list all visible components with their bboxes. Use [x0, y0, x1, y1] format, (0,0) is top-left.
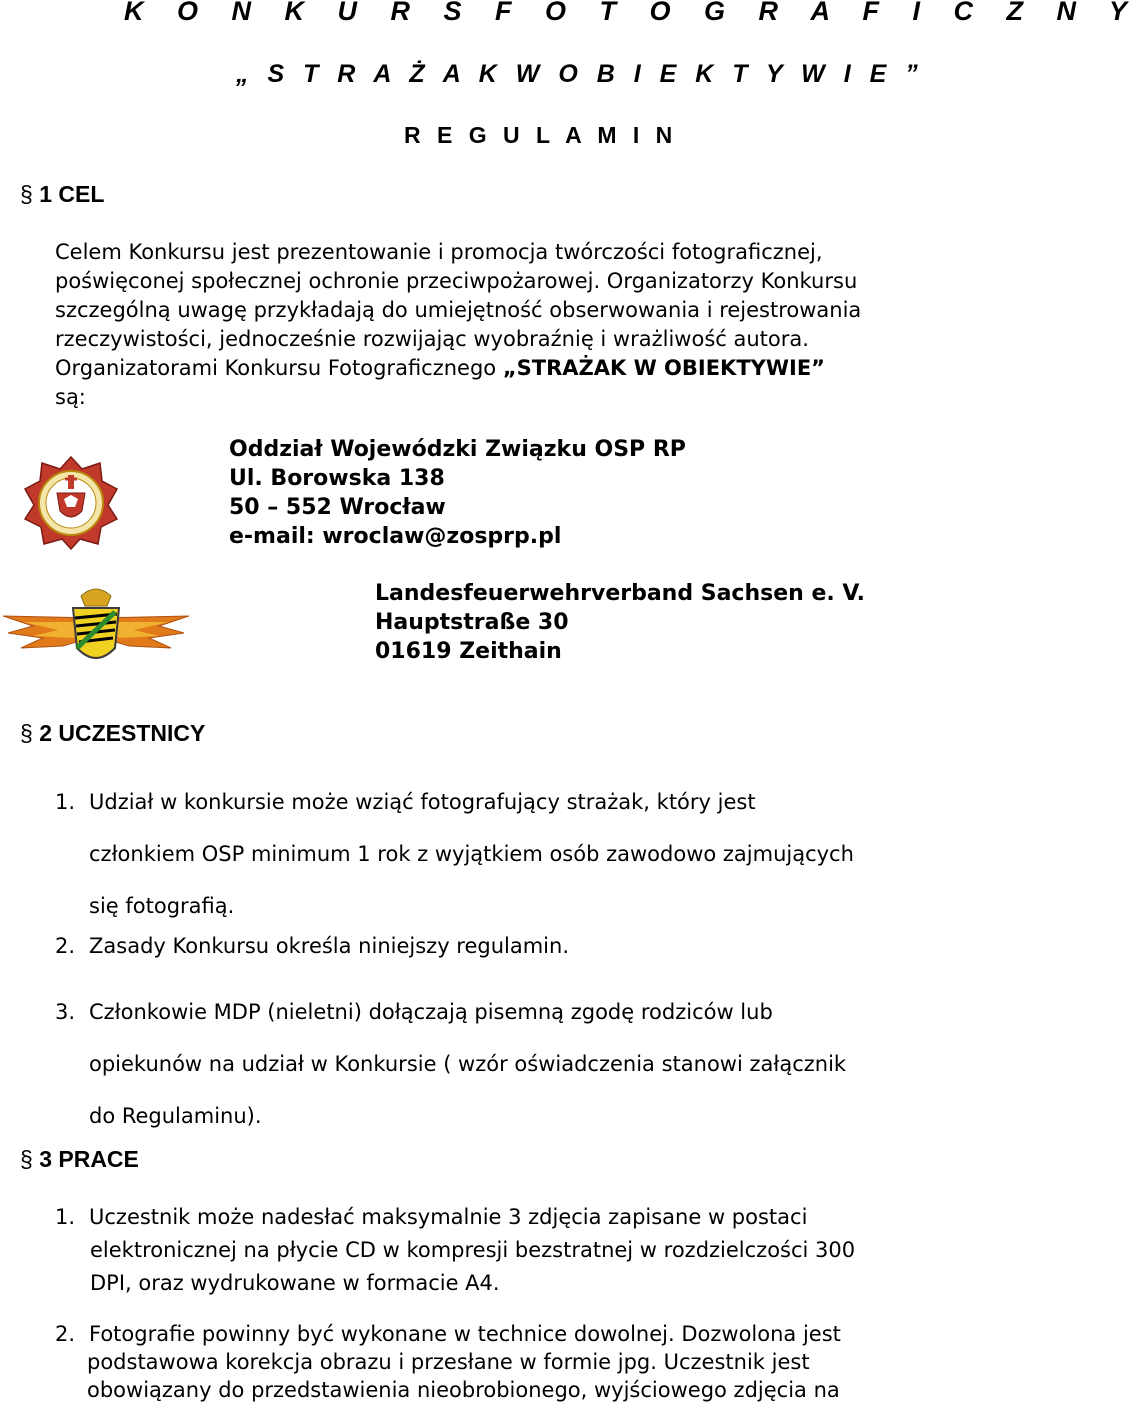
- section-2-title: 2 UCZESTNICY: [39, 720, 206, 746]
- text-line: szczególną uwagę przykładają do umiejętność obserwowania i rejestrowania: [55, 298, 862, 322]
- organizer-1-name: Oddział Wojewódzki Związku OSP RP: [229, 437, 686, 462]
- text-line: Celem Konkursu jest prezentowanie i promocja twórczości fotograficznej,: [55, 240, 823, 264]
- item-line: podstawowa korekcja obrazu i przesłane w formie jpg. Uczestnik jest: [87, 1350, 810, 1374]
- paragraph-symbol: §: [20, 720, 33, 746]
- item-line: elektronicznej na płycie CD w kompresji bezstratnej w rozdzielczości 300: [90, 1238, 856, 1262]
- item-number: 1.: [55, 790, 76, 814]
- organizer-2-address: [375, 579, 865, 666]
- organizer-1-street: Ul. Borowska 138: [229, 466, 445, 491]
- section-1-title: 1 CEL: [39, 181, 105, 207]
- section-3-title: 3 PRACE: [39, 1146, 139, 1172]
- item-line: się fotografią.: [89, 894, 235, 918]
- item-number: 2.: [55, 934, 76, 958]
- paragraph-symbol: §: [20, 181, 33, 207]
- item-line: Fotografie powinny być wykonane w technice dowolnej. Dozwolona jest: [89, 1322, 841, 1346]
- organizer-2-city: 01619 Zeithain: [375, 639, 562, 664]
- section-1-text: [55, 238, 861, 412]
- organizers-prefix: Organizatorami Konkursu Fotograficznego: [55, 356, 503, 380]
- section-2-item-3: [55, 986, 846, 1142]
- organizer-1-email[interactable]: e-mail: wroclaw@zosprp.pl: [229, 524, 562, 549]
- item-number: 2.: [55, 1322, 76, 1346]
- regulations-heading: R E G U L A M I N: [404, 122, 678, 148]
- section-2-heading: [20, 720, 205, 747]
- item-line: do Regulaminu).: [89, 1104, 262, 1128]
- section-1-heading: [20, 181, 104, 208]
- item-line: opiekunów na udział w Konkursie ( wzór oświadczenia stanowi załącznik: [89, 1052, 847, 1076]
- text-line: poświęconej społecznej ochronie przeciwpożarowej. Organizatorzy Konkursu: [55, 269, 858, 293]
- section-2-item-2: [55, 934, 570, 958]
- item-line: członkiem OSP minimum 1 rok z wyjątkiem osób zawodowo zajmujących: [89, 842, 854, 866]
- item-line: DPI, oraz wydrukowane w formacie A4.: [90, 1271, 500, 1295]
- text-line: rzeczywistości, jednocześnie rozwijając wyobraźnię i wrażliwość autora.: [55, 327, 809, 351]
- osp-emblem-logo: [22, 455, 120, 550]
- item-line: Uczestnik może nadesłać maksymalnie 3 zdjęcia zapisane w postaci: [89, 1205, 808, 1229]
- item-line: Członkowie MDP (nieletni) dołączają pisemną zgodę rodziców lub: [89, 1000, 773, 1024]
- item-line: obowiązany do przedstawienia nieobrobionego, wyjściowego zdjęcia na: [87, 1378, 840, 1402]
- item-number: 3.: [55, 1000, 76, 1024]
- saxony-fire-brigade-logo: [3, 578, 189, 670]
- contest-subtitle: „ S T R A Ż A K W O B I E K T Y W I E ”: [236, 60, 924, 88]
- organizer-2-name: Landesfeuerwehrverband Sachsen e. V.: [375, 581, 865, 606]
- section-3-item-1: [55, 1201, 855, 1300]
- organizer-1-city: 50 – 552 Wrocław: [229, 495, 446, 520]
- organizers-contest-name: „STRAŻAK W OBIEKTYWIE”: [502, 356, 825, 380]
- item-number: 1.: [55, 1205, 76, 1229]
- organizers-suffix: są:: [55, 385, 86, 409]
- organizers-line: [55, 354, 861, 383]
- item-line: Udział w konkursie może wziąć fotografujący strażak, który jest: [89, 790, 756, 814]
- paragraph-symbol: §: [20, 1146, 33, 1172]
- section-3-item-2: [55, 1320, 840, 1404]
- organizer-2-street: Hauptstraße 30: [375, 610, 569, 635]
- contest-title: K O N K U R S F O T O G R A F I C Z N Y: [124, 0, 1140, 26]
- item-line: Zasady Konkursu określa niniejszy regulamin.: [89, 934, 570, 958]
- section-3-heading: [20, 1146, 139, 1173]
- organizer-1-address: [229, 435, 686, 551]
- section-2-item-1: [55, 776, 854, 932]
